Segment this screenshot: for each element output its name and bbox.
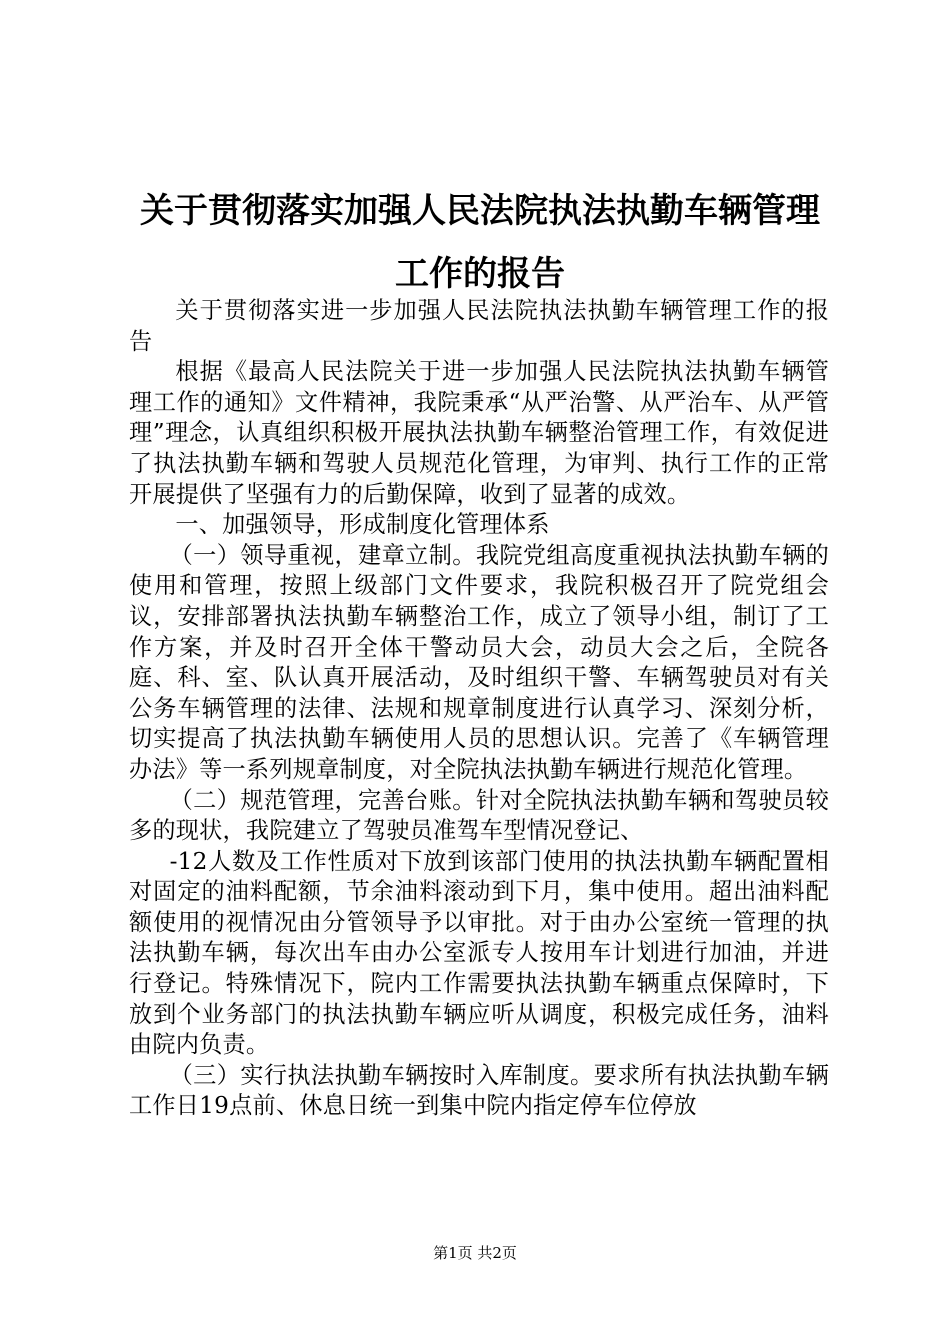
document-body (129, 296, 829, 1122)
paragraph-subsection-3: （三）实行执法执勤车辆按时入库制度。要求所有执法执勤车辆工作日19点前、休息日统一到集中院内指定停车位停放 (129, 1061, 829, 1120)
paragraph-report-subtitle: 关于贯彻落实进一步加强人民法院执法执勤车辆管理工作的报告 (129, 297, 829, 355)
section-heading-1: 一、加强领导，形成制度化管理体系 (175, 511, 550, 539)
page-number-footer: 第1页 共2页 (433, 1244, 517, 1262)
paragraph-fuel-allocation: -12人数及工作性质对下放到该部门使用的执法执勤车辆配置相对固定的油料配额，节余油料滚动到下月，集中使用。超出油料配额使用的视情况由分管领导予以审批。对于由办公室统一管理的执法执勤车辆，每次出车由办公室派专人按用车计划进行加油，并进行登记。特殊情况下，院内工作需要执法执勤车辆重点保障时，下放到个业务部门的执法执勤车辆应听从调度，积极完成任务，油料由院内负责。 (129, 847, 829, 1059)
paragraph-subsection-1: （一）领导重视，建章立制。我院党组高度重视执法执勤车辆的使用和管理，按照上级部门文件要求，我院积极召开了院党组会议，安排部署执法执勤车辆整治工作，成立了领导小组，制订了工作方案，并及时召开全体干警动员大会，动员大会之后，全院各庭、科、室、队认真开展活动，及时组织干警、车辆驾驶员对有关公务车辆管理的法律、法规和规章制度进行认真学习、深刻分析，切实提高了执法执勤车辆使用人员的思想认识。完善了《车辆管理办法》等一系列规章制度，对全院执法执勤车辆进行规范化管理。 (129, 541, 829, 783)
document-title-line2: 工作的报告 (395, 254, 565, 294)
document-title-line1: 关于贯彻落实加强人民法院执法执勤车辆管理 (140, 191, 820, 231)
paragraph-introduction: 根据《最高人民法院关于进一步加强人民法院执法执勤车辆管理工作的通知》文件精神，我院秉承“从严治警、从严治车、从严管理”理念，认真组织积极开展执法执勤车辆整治管理工作，有效促进了执法执勤车辆和驾驶人员规范化管理，为审判、执行工作的正常开展提供了坚强有力的后勤保障，收到了显著的成效。 (129, 358, 829, 508)
paragraph-subsection-2: （二）规范管理，完善台账。针对全院执法执勤车辆和驾驶员较多的现状，我院建立了驾驶员准驾车型情况登记、 (129, 786, 829, 845)
